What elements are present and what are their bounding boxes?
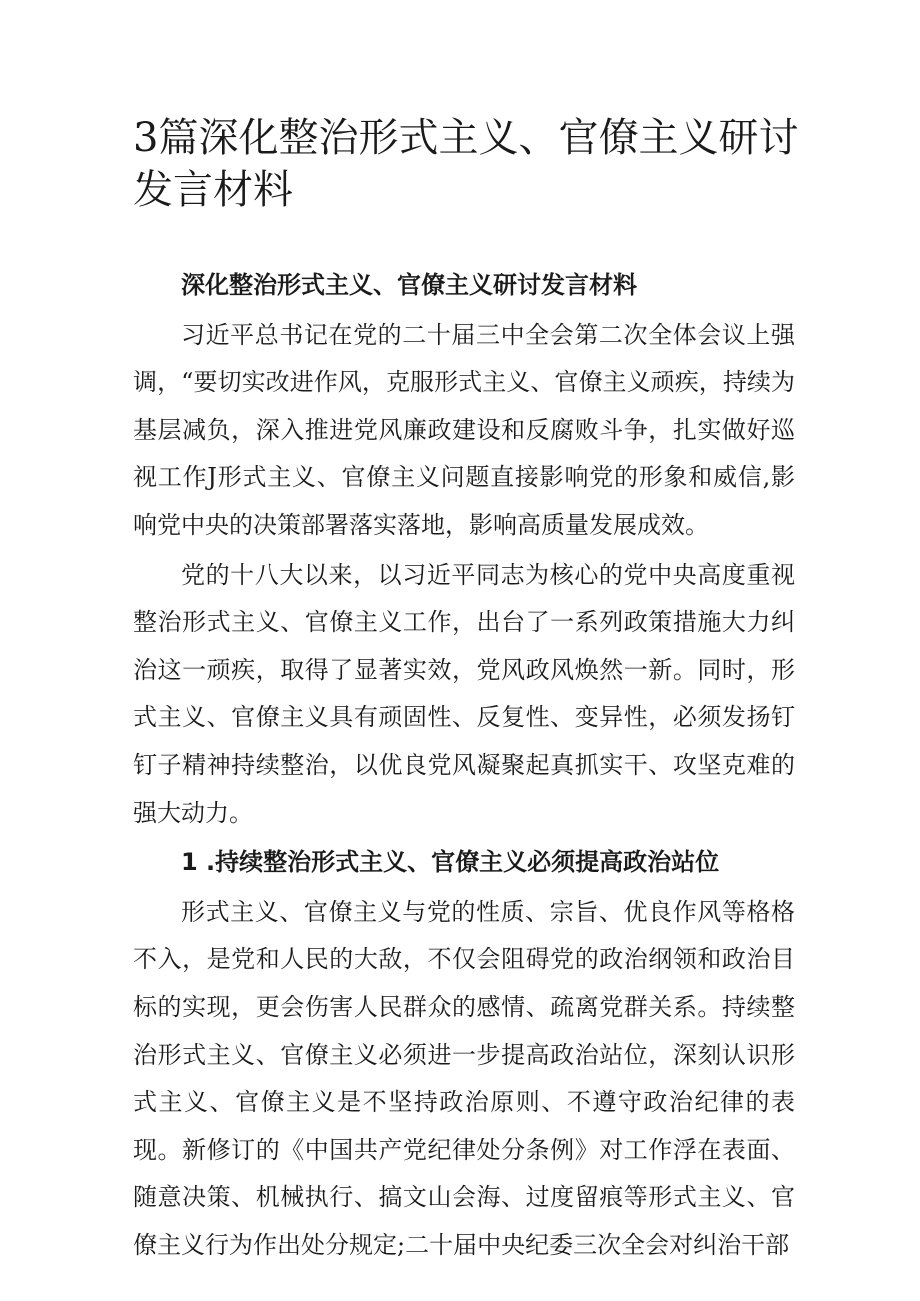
section-1-paragraph: 形式主义、官僚主义与党的性质、宗旨、优良作风等格格不入，是党和人民的大敌，不仅会阻碍党的政治纲领和政治目标的实现，更会伤害人民群众的感情、疏离党群关系。持续整治形式主义、官僚主义必须进一步提高政治站位，深刻认识形式主义、官僚主义是不坚持政治原则、不遵守政治纪律的表现。新修订的《中国共产党纪律处分条例》对工作浮在表面、随意决策、机械执行、搞文山会海、过度留痕等形式主义、官僚主义行为作出处分规定;二十届中央纪委三次全会对纠治干部	[133, 897, 795, 1259]
subtitle-heading: 深化整治形式主义、官僚主义研讨发言材料	[181, 271, 637, 299]
paragraph-1: 习近平总书记在党的二十届三中全会第二次全体会议上强调，“要切实改进作风，克服形式主义、官僚主义顽疾，持续为基层减负，深入推进党风廉政建设和反腐败斗争，扎实做好巡视工作J形式主义、官僚主义问题直接影响党的形象和威信,影响党中央的决策部署落实落地，影响高质量发展成效。	[133, 320, 795, 539]
document-title: 3篇深化整治形式主义、官僚主义研讨发言材料	[133, 115, 799, 213]
document-body	[133, 262, 795, 1269]
paragraph-2: 党的十八大以来，以习近平同志为核心的党中央高度重视整治形式主义、官僚主义工作，出台了一系列政策措施大力纠治这一顽疾，取得了显著实效，党风政风焕然一新。同时，形式主义、官僚主义具有顽固性、反复性、变异性，必须发扬钉钉子精神持续整治，以优良党风凝聚起真抓实干、攻坚克难的强大动力。	[133, 560, 795, 827]
section-1-heading: 1 .持续整治形式主义、官僚主义必须提高政治站位	[181, 848, 720, 877]
